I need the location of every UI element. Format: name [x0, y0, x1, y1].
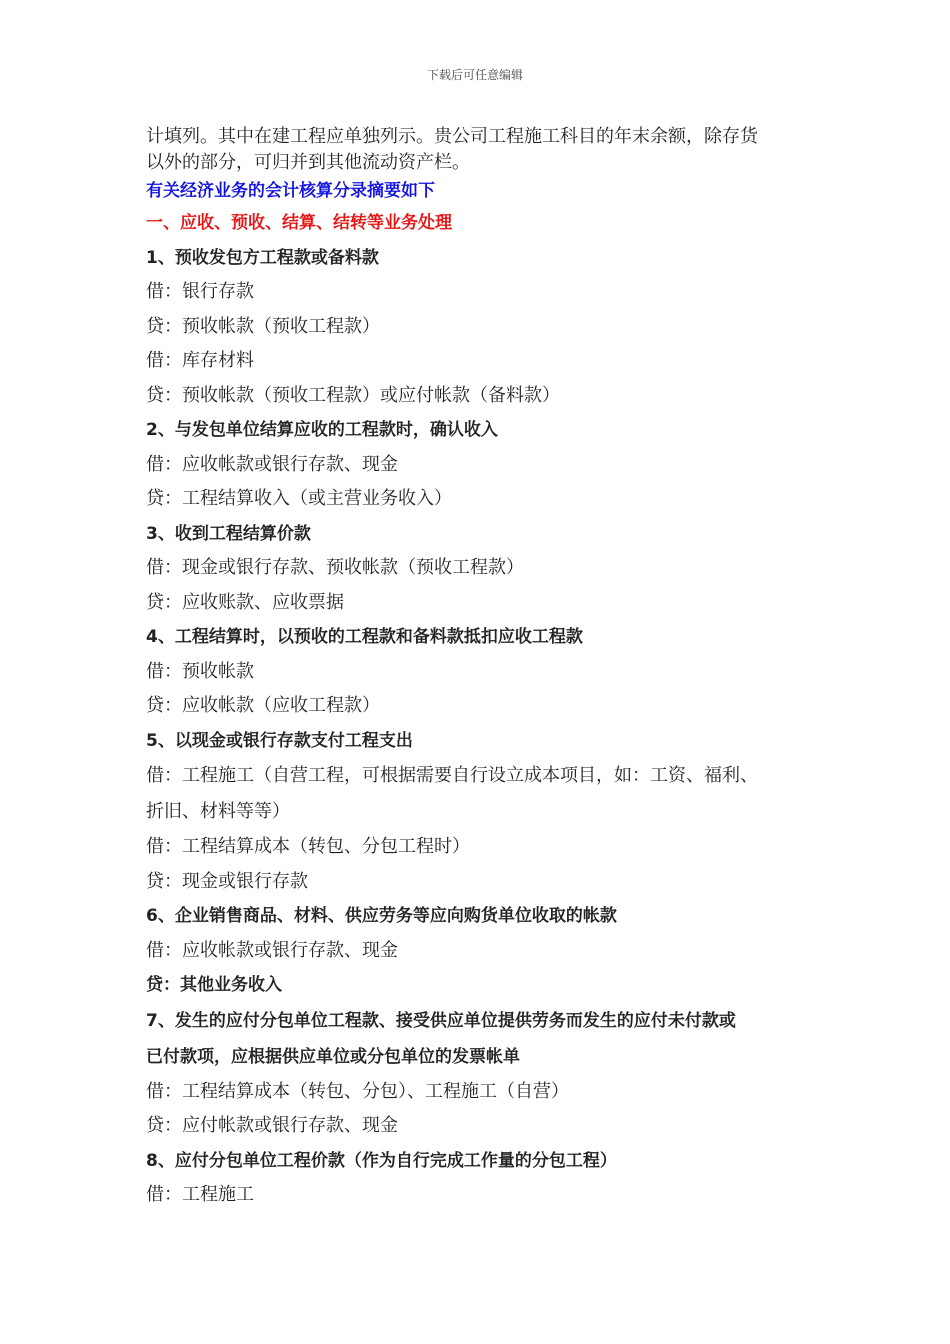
entry-line: 借：预收帐款: [146, 660, 254, 682]
item-heading: 已付款项，应根据供应单位或分包单位的发票帐单: [146, 1046, 520, 1067]
item-heading: 3、收到工程结算价款: [146, 523, 311, 544]
item-heading: 贷：其他业务收入: [146, 975, 282, 995]
entry-line: 借：现金或银行存款、预收帐款（预收工程款）: [146, 557, 524, 578]
entry-line: 折旧、材料等等）: [146, 801, 290, 822]
entry-line: 贷：应付帐款或银行存款、现金: [146, 1115, 398, 1136]
intro-line-1: 计填列。其中在建工程应单独列示。贵公司工程施工科目的年末余额，除存货: [146, 126, 758, 147]
entry-line: 借：工程施工（自营工程，可根据需要自行设立成本项目，如：工资、福利、: [146, 765, 758, 786]
entry-list: [146, 176, 810, 1213]
item-heading: 7、发生的应付分包单位工程款、接受供应单位提供劳务而发生的应付未付款或: [146, 1010, 736, 1031]
section-subtitle: 有关经济业务的会计核算分录摘要如下: [146, 181, 435, 201]
item-heading: 6、企业销售商品、材料、供应劳务等应向购货单位收取的帐款: [146, 906, 617, 926]
item-heading: 2、与发包单位结算应收的工程款时，确认收入: [146, 420, 498, 440]
entry-line: 借：应收帐款或银行存款、现金: [146, 453, 398, 475]
entry-line: 贷：工程结算收入（或主营业务收入）: [146, 488, 452, 509]
entry-line: 借：银行存款: [146, 281, 254, 302]
entry-line: 贷：预收帐款（预收工程款）: [146, 315, 380, 337]
section-heading: 一、应收、预收、结算、结转等业务处理: [146, 213, 452, 233]
page-header: 下载后可任意编辑: [426, 68, 523, 82]
entry-line: 借：应收帐款或银行存款、现金: [146, 939, 398, 961]
entry-line: 贷：应收帐款（应收工程款）: [146, 695, 380, 716]
entry-line: 借：库存材料: [146, 350, 254, 371]
entry-line: 贷：现金或银行存款: [146, 870, 308, 892]
entry-line: 贷：预收帐款（预收工程款）或应付帐款（备料款）: [146, 384, 560, 406]
item-heading: 8、应付分包单位工程价款（作为自行完成工作量的分包工程）: [146, 1150, 617, 1171]
item-heading: 4、工程结算时，以预收的工程款和备料款抵扣应收工程款: [146, 627, 583, 647]
document-body: [146, 124, 810, 1213]
entry-line: 贷：应收账款、应收票据: [146, 591, 344, 613]
item-heading: 5、以现金或银行存款支付工程支出: [146, 730, 413, 751]
entry-line: 借：工程结算成本（转包、分包）、工程施工（自营）: [146, 1080, 569, 1102]
entry-line: 借：工程施工: [146, 1184, 254, 1205]
intro-line-2: 以外的部分，可归并到其他流动资产栏。: [146, 152, 470, 173]
item-heading: 1、预收发包方工程款或备料款: [146, 247, 379, 268]
entry-line: 借：工程结算成本（转包、分包工程时）: [146, 836, 470, 857]
